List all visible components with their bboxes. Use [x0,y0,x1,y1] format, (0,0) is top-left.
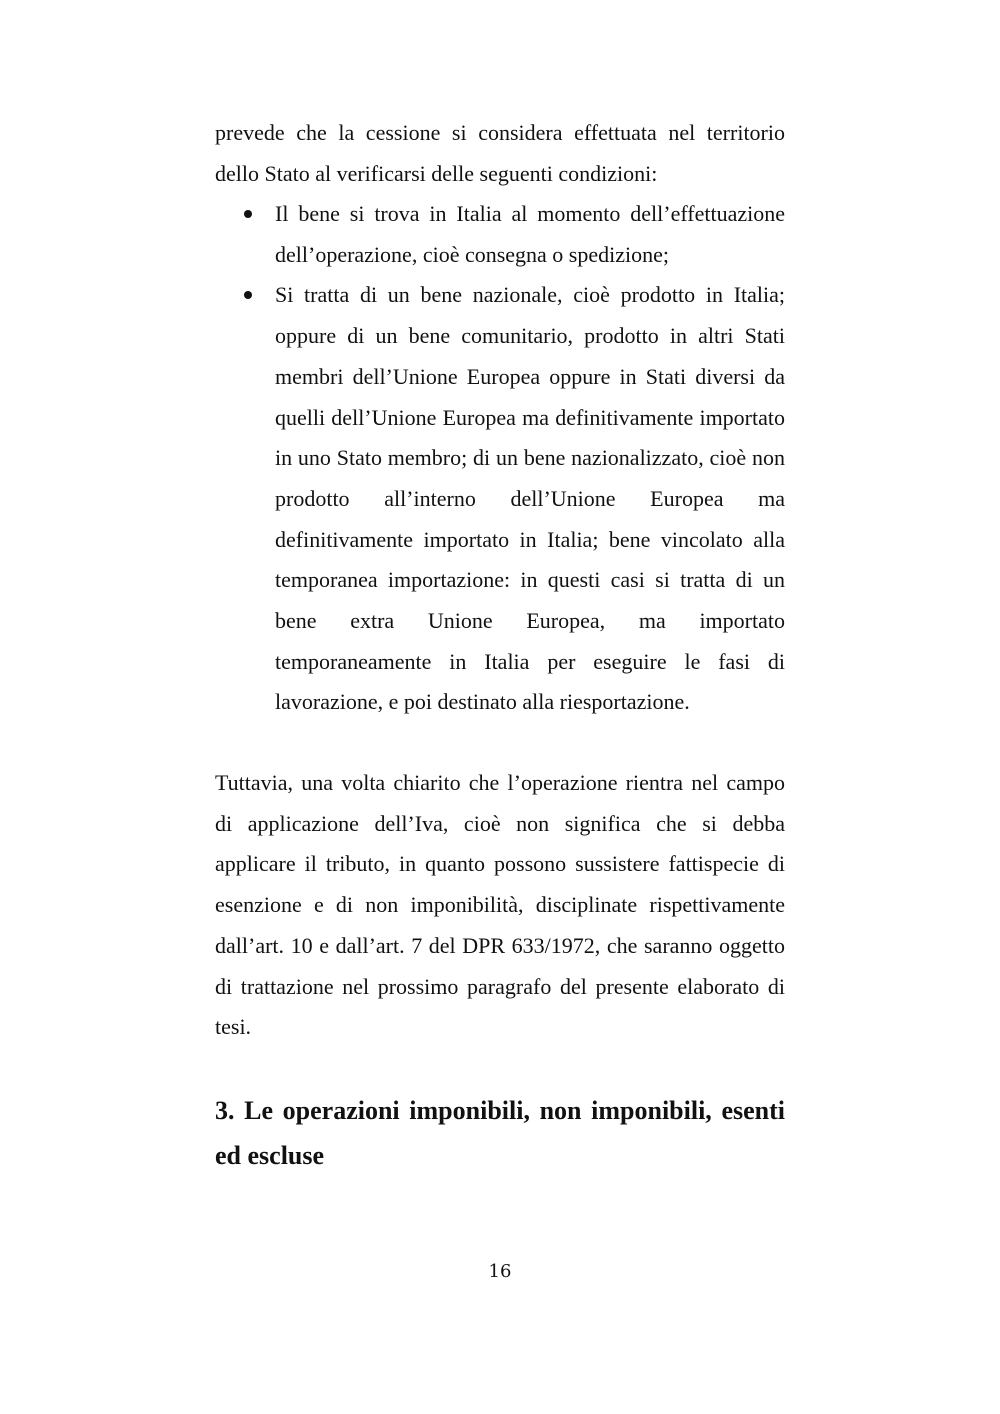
intro-paragraph [215,113,785,194]
page-number: 16 [488,1261,512,1282]
intro-paragraph-text: prevede che la cessione si considera effettuata nel territorio dello Stato al verificarsi delle seguenti condizioni: [215,120,785,186]
bullet-icon [244,291,252,299]
list-item-text: Si tratta di un bene nazionale, cioè prodotto in Italia; oppure di un bene comunitario, prodotto in altri Stati membri dell’Unione Europea oppure in Stati diversi da quelli dell’Unione Europea ma definitivamente importato in uno Stato membro; di un bene nazionalizzato, cioè non prodotto all’interno dell’Unione Europea ma definitivamente importato in Italia; bene vincolato alla temporanea importazione: in questi casi si tratta di un bene extra Unione Europea, ma importato temporaneamente in Italia per eseguire le fasi di lavorazione, e poi destinato alla riesportazione. [275,282,785,715]
closing-paragraph [215,763,785,1048]
list-item-text: Il bene si trova in Italia al momento dell’effettuazione dell’operazione, cioè consegna o spedizione; [275,201,785,267]
list-item [215,194,785,275]
section-heading: 3. Le operazioni imponibili, non imponibili, esenti ed escluse [215,1096,785,1170]
closing-paragraph-text: Tuttavia, una volta chiarito che l’operazione rientra nel campo di applicazione dell’Iva, cioè non significa che si debba applicare il tributo, in quanto possono sussistere fattispecie di esenzione e di non imponibilità, disciplinate rispettivamente dall’art. 10 e dall’art. 7 del DPR 633/1972, che saranno oggetto di trattazione nel prossimo paragrafo del presente elaborato di tesi. [215,770,785,1040]
conditions-list [215,194,785,723]
bullet-icon [244,210,252,218]
list-item [215,275,785,723]
